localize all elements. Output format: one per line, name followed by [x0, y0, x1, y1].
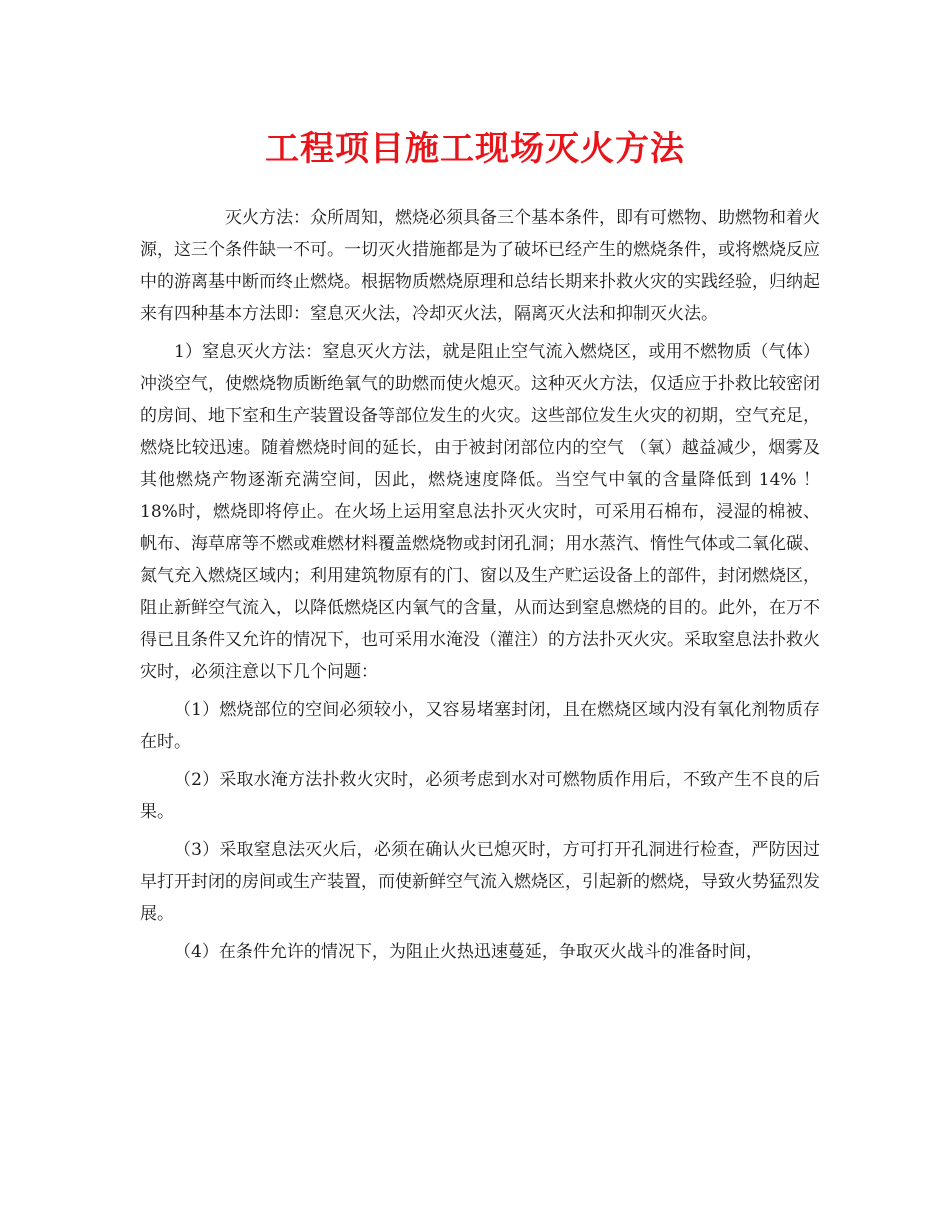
- paragraph-note-1: （1）燃烧部位的空间必须较小，又容易堵塞封闭，且在燃烧区域内没有氧化剂物质存在时。: [140, 700, 820, 752]
- paragraph-note-3: （3）采取窒息法灭火后，必须在确认火已熄灭时，方可打开孔洞进行检查，严防因过早打开封闭的房间或生产装置，而使新鲜空气流入燃烧区，引起新的燃烧，导致火势猛烈发展。: [140, 840, 820, 924]
- paragraph-suffocation-method: 1）窒息灭火方法：窒息灭火方法，就是阻止空气流入燃烧区，或用不燃物质（气体）冲淡空气，使燃烧物质断绝氧气的助燃而使火熄灭。这种灭火方法，仅适应于扑救比较密闭的房间、地下室和生产装置设备等部位发生的火灾。这些部位发生火灾的初期，空气充足，燃烧比较迅速。随着燃烧时间的延长，由于被封闭部位内的空气 （氧）越益减少，烟雾及其他燃烧产物逐渐充满空间，因此，燃烧速度降低。当空气中氧的含量降低到 14% ！ 18%时，燃烧即将停止。在火场上运用窒息法扑灭火灾时，可采用石棉布，浸湿的棉被、帆布、海草席等不燃或难燃材料覆盖燃烧物或封闭孔洞；用水蒸汽、惰性气体或二氧化碳、氮气充入燃烧区域内；利用建筑物原有的门、窗以及生产贮运设备上的部件，封闭燃烧区，阻止新鲜空气流入，以降低燃烧区内氧气的含量，从而达到窒息燃烧的目的。此外，在万不得已且条件又允许的情况下，也可采用水淹没（灌注）的方法扑灭火灾。采取窒息法扑救火灾时，必须注意以下几个问题：: [140, 342, 820, 682]
- document-title: 工程项目施工现场灭火方法: [265, 129, 685, 169]
- paragraph-note-4: （4）在条件允许的情况下，为阻止火热迅速蔓延，争取灭火战斗的准备时间，: [174, 942, 763, 962]
- paragraph-intro: 灭火方法：众所周知，燃烧必须具备三个基本条件，即有可燃物、助燃物和着火源，这三个条件缺一不可。一切灭火措施都是为了破坏已经产生的燃烧条件，或将燃烧反应中的游离基中断而终止燃烧。根据物质燃烧原理和总结长期来扑救火灾的实践经验，归纳起来有四种基本方法即：窒息灭火法，冷却灭火法，隔离灭火法和抑制灭火法。: [140, 208, 820, 324]
- paragraph-note-2: （2）采取水淹方法扑救火灾时，必须考虑到水对可燃物质作用后，不致产生不良的后果。: [140, 770, 820, 822]
- document-body: [140, 202, 820, 974]
